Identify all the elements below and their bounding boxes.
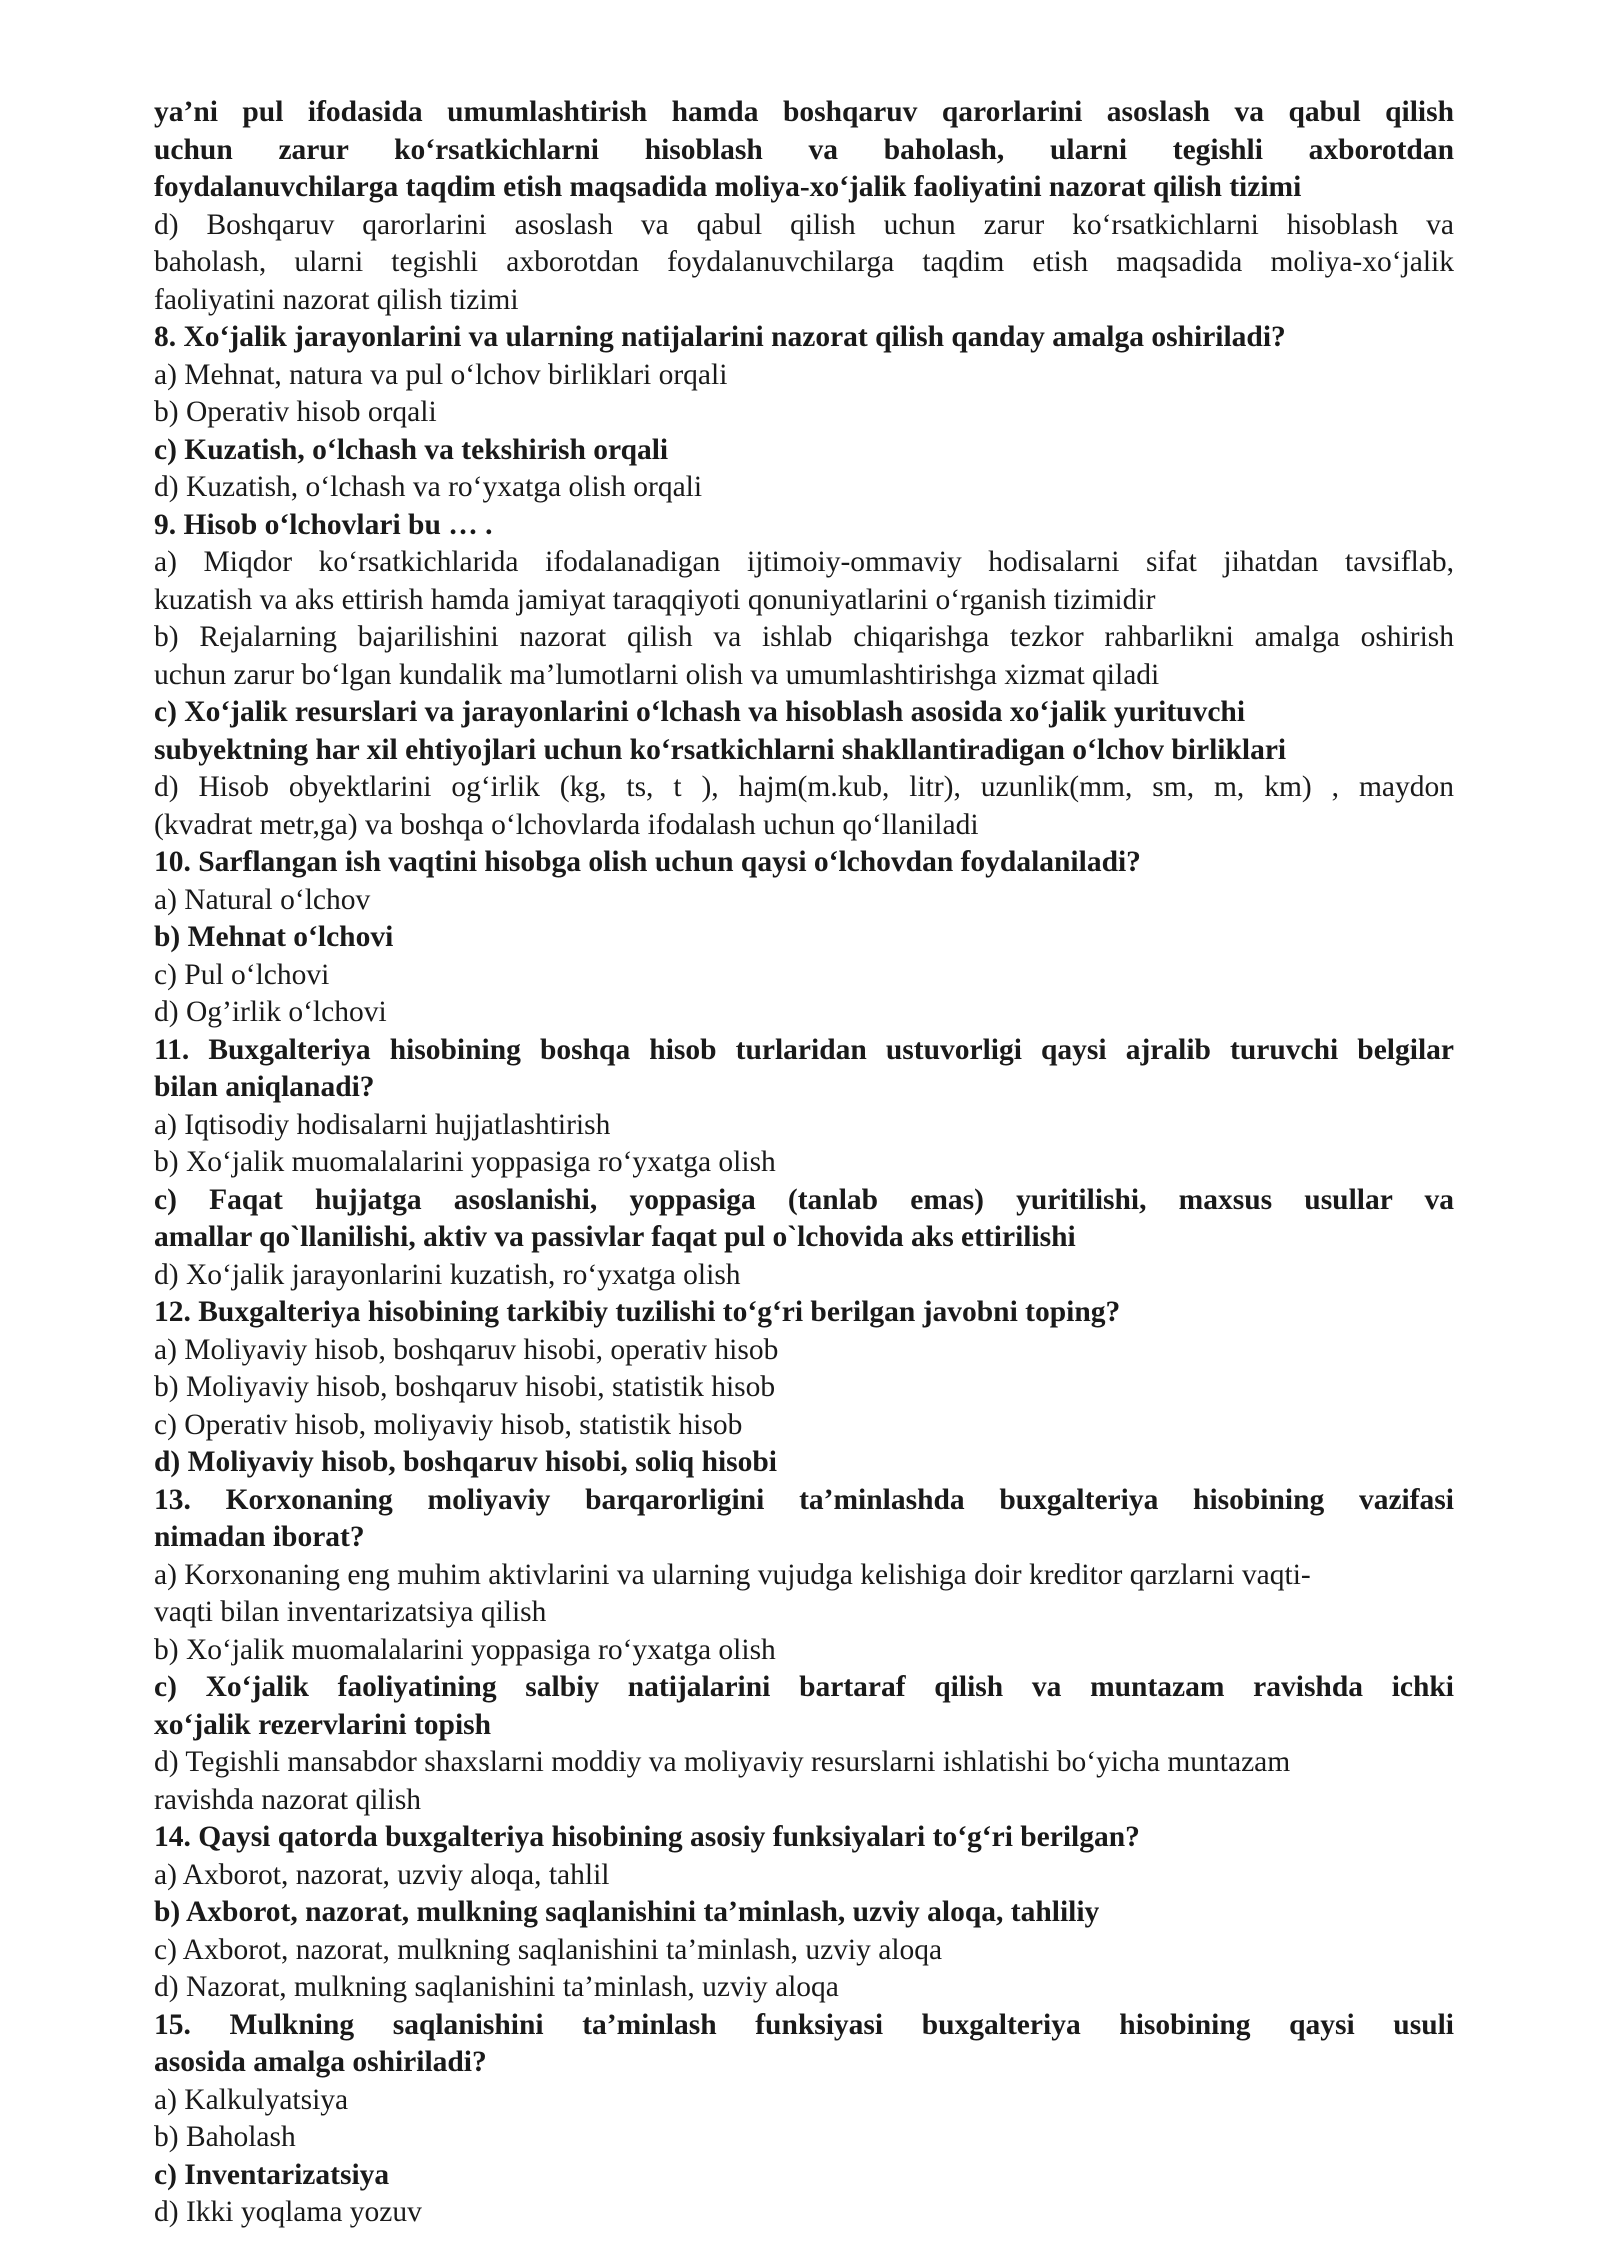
text-line: d) Ikki yoqlama yozuv [154,2196,422,2228]
text-line: c) Kuzatish, o‘lchash va tekshirish orqali [154,433,669,466]
text-line: 14. Qaysi qatorda buxgalteriya hisobining asosiy funksiyalari to‘g‘ri berilgan? [154,1821,1140,1853]
text-line: b) Moliyaviy hisob, boshqaruv hisobi, statistik hisob [154,1371,776,1403]
text-line: d) Xo‘jalik jarayonlarini kuzatish, ro‘yxatga olish [154,1258,741,1291]
text-line: a) Iqtisodiy hodisalarni hujjatlashtirish [154,1108,611,1141]
text-line: uchun zarur bo‘lgan kundalik ma’lumotlarni olish va umumlashtirishga xizmat qiladi [154,658,1160,691]
text-line: c) Faqat hujjatga asoslanishi, yoppasiga (tanlab emas) yuritilishi, maxsus usullar va [154,1183,1454,1216]
text-line: a) Korxonaning eng muhim aktivlarini va ularning vujudga kelishiga doir kreditor qarzlarni vaqti- [154,1558,1311,1591]
text-line: (kvadrat metr,ga) va boshqa o‘lchovlarda ifodalash uchun qo‘llaniladi [154,808,979,841]
text-line: 11. Buxgalteriya hisobining boshqa hisob turlaridan ustuvorligi qaysi ajralib turuvchi belgilar [154,1033,1454,1066]
text-line: baholash, ularni tegishli axborotdan foydalanuvchilarga taqdim etish maqsadida moliya-xo‘jalik [154,246,1454,278]
text-line: 12. Buxgalteriya hisobining tarkibiy tuzilishi to‘g‘ri berilgan javobni toping? [154,1296,1121,1328]
text-line: c) Xo‘jalik resurslari va jarayonlarini o‘lchash va hisoblash asosida xo‘jalik yurituvchi [154,696,1246,728]
text-line: a) Moliyaviy hisob, boshqaruv hisobi, operativ hisob [154,1333,779,1366]
text-line: 15. Mulkning saqlanishini ta’minlash funksiyasi buxgalteriya hisobining qaysi usuli [154,2008,1454,2041]
text-line: 9. Hisob o‘lchovlari bu … . [154,508,493,541]
text-line: b) Baholash [154,2121,296,2153]
text-line: b) Operativ hisob orqali [154,396,437,428]
text-line: subyektning har xil ehtiyojlari uchun ko‘rsatkichlarni shakllantiradigan o‘lchov birliklari [154,733,1287,766]
text-line: c) Operativ hisob, moliyaviy hisob, statistik hisob [154,1408,743,1441]
text-line: d) Hisob obyektlarini og‘irlik (kg, ts, t ), hajm(m.kub, litr), uzunlik(mm, sm, m, km) , maydon [154,771,1454,803]
text-line: a) Mehnat, natura va pul o‘lchov birliklari orqali [154,358,728,391]
text-line: a) Kalkulyatsiya [154,2083,349,2116]
text-line: 10. Sarflangan ish vaqtini hisobga olish uchun qaysi o‘lchovdan foydalaniladi? [154,846,1141,878]
text-line: b) Rejalarning bajarilishini nazorat qilish va ishlab chiqarishga tezkor rahbarlikni amalga oshirish [154,621,1454,653]
text-line: ya’ni pul ifodasida umumlashtirish hamda boshqaruv qarorlarini asoslash va qabul qilish [154,96,1454,128]
text-line: b) Mehnat o‘lchovi [154,921,394,953]
text-line: kuzatish va aks ettirish hamda jamiyat taraqqiyoti qonuniyatlarini o‘rganish tizimidir [154,583,1156,616]
text-line: asosida amalga oshiriladi? [154,2046,487,2078]
text-line: d) Tegishli mansabdor shaxslarni moddiy va moliyaviy resurslarni ishlatishi bo‘yicha muntazam [154,1746,1291,1778]
text-line: faoliyatini nazorat qilish tizimi [154,283,519,316]
text-line: c) Axborot, nazorat, mulkning saqlanishini ta’minlash, uzviy aloqa [154,1933,943,1966]
text-line: b) Xo‘jalik muomalalarini yoppasiga ro‘yxatga olish [154,1146,776,1178]
text-line: bilan aniqlanadi? [154,1071,375,1103]
text-line: d) Boshqaruv qarorlarini asoslash va qabul qilish uchun zarur ko‘rsatkichlarni hisoblash va [154,208,1454,241]
text-line: amallar qo`llanilishi, aktiv va passivlar faqat pul o`lchovida aks ettirilishi [154,1221,1076,1253]
text-line: 13. Korxonaning moliyaviy barqarorligini ta’minlashda buxgalteriya hisobining vazifasi [154,1483,1454,1516]
text-line: d) Kuzatish, o‘lchash va ro‘yxatga olish orqali [154,471,703,503]
text-line: c) Inventarizatsiya [154,2158,390,2191]
text-line: a) Natural o‘lchov [154,883,371,916]
text-line: d) Nazorat, mulkning saqlanishini ta’minlash, uzviy aloqa [154,1971,839,2003]
text-line: b) Xo‘jalik muomalalarini yoppasiga ro‘yxatga olish [154,1633,776,1666]
text-line: xo‘jalik rezervlarini topish [154,1708,492,1741]
text-line: uchun zarur ko‘rsatkichlarni hisoblash va baholash, ularni tegishli axborotdan [154,133,1454,166]
text-line: c) Xo‘jalik faoliyatining salbiy natijalarini bartaraf qilish va muntazam ravishda ichki [154,1671,1454,1703]
text-line: foydalanuvchilarga taqdim etish maqsadida moliya-xo‘jalik faoliyatini nazorat qilish tizimi [154,171,1302,203]
text-line: a) Axborot, nazorat, uzviy aloqa, tahlil [154,1858,610,1891]
text-line: d) Og’irlik o‘lchovi [154,996,387,1028]
text-line: 8. Xo‘jalik jarayonlarini va ularning natijalarini nazorat qilish qanday amalga oshiriladi? [154,321,1286,353]
text-line: b) Axborot, nazorat, mulkning saqlanishini ta’minlash, uzviy aloqa, tahliliy [154,1896,1100,1928]
text-line: vaqti bilan inventarizatsiya qilish [154,1596,547,1628]
text-line: c) Pul o‘lchovi [154,958,330,991]
text-line: a) Miqdor ko‘rsatkichlarida ifodalanadigan ijtimoiy-ommaviy hodisalarni sifat jihatdan tavsiflab, [154,546,1454,578]
text-line: nimadan iborat? [154,1521,365,1553]
text-line: d) Moliyaviy hisob, boshqaruv hisobi, soliq hisobi [154,1446,778,1478]
text-line: ravishda nazorat qilish [154,1783,422,1816]
